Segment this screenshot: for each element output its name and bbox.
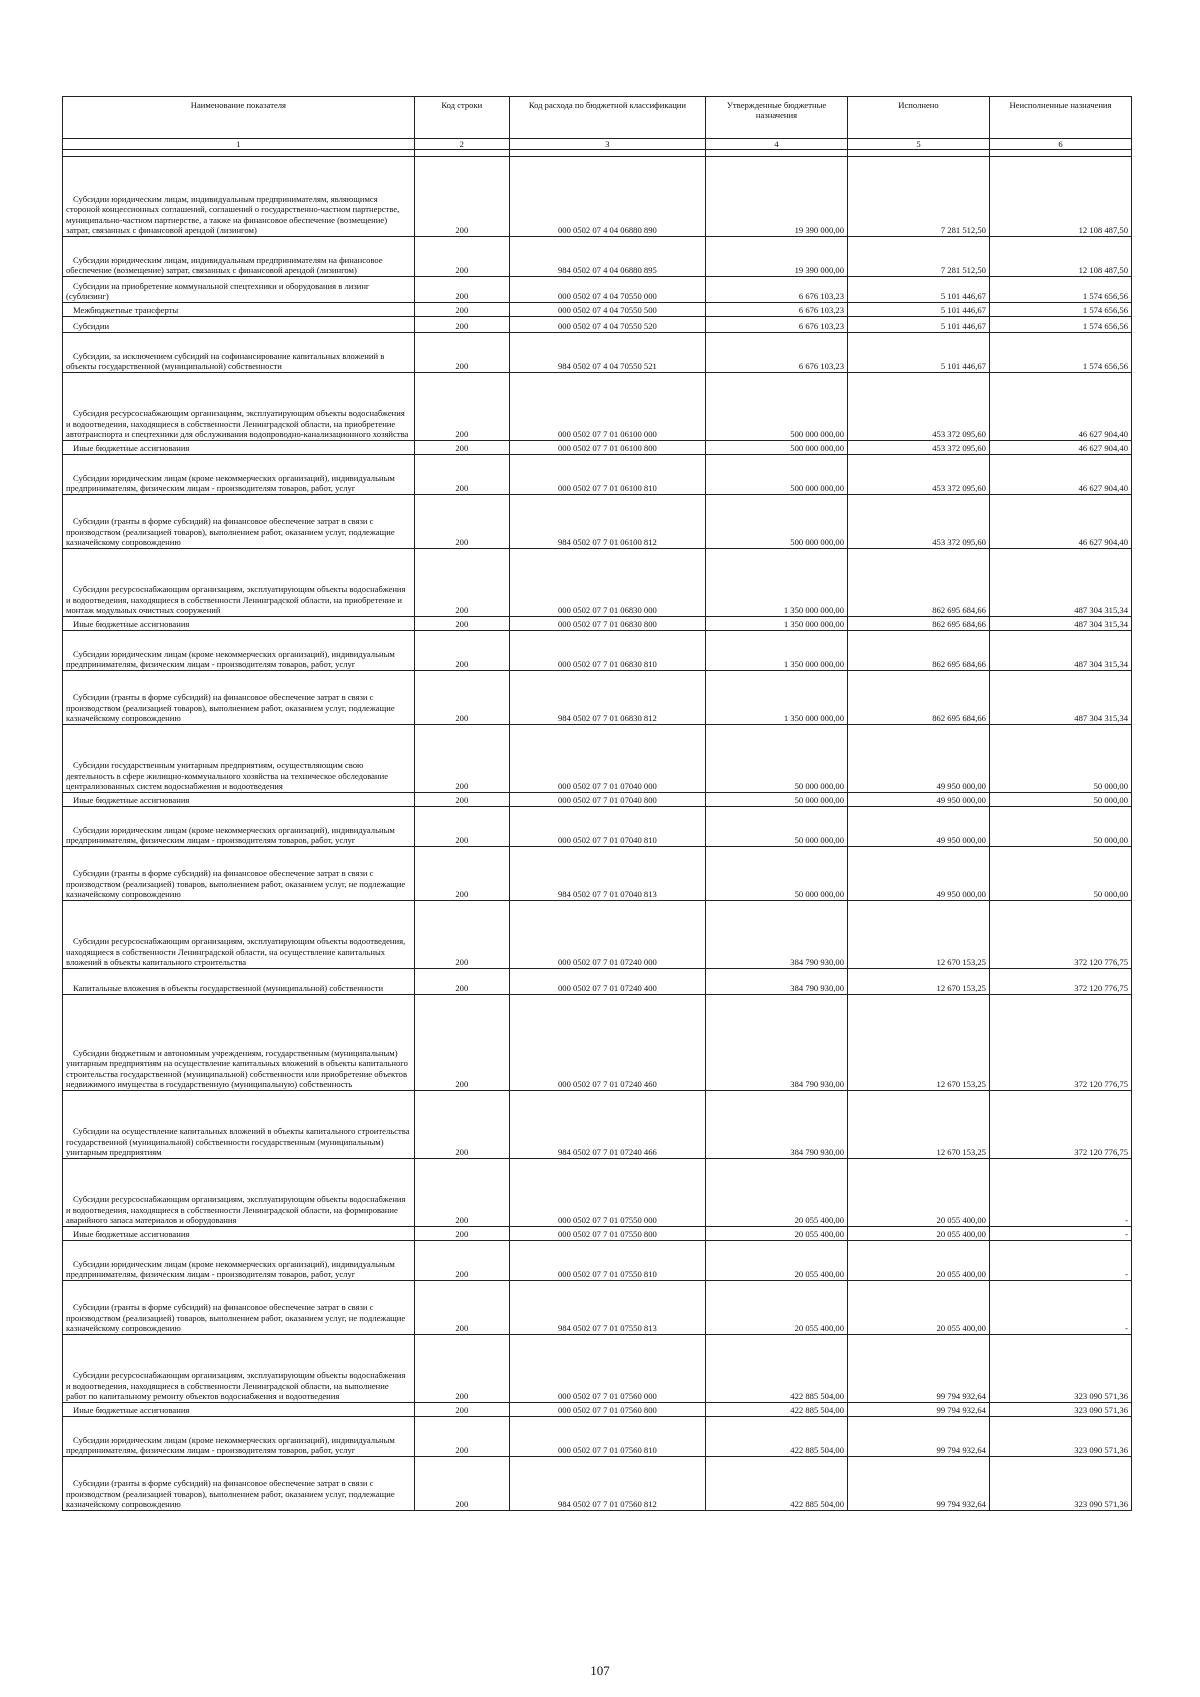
row-line-code-cell: 200 bbox=[414, 901, 509, 969]
row-unexecuted-cell: 46 627 904,40 bbox=[989, 373, 1131, 441]
row-line-code-cell: 200 bbox=[414, 373, 509, 441]
table-row bbox=[63, 671, 1132, 725]
table-row bbox=[63, 333, 1132, 373]
row-executed-cell: 49 950 000,00 bbox=[848, 847, 990, 901]
row-budget-code-cell: 984 0502 07 4 04 06880 895 bbox=[509, 237, 705, 277]
table-row bbox=[63, 237, 1132, 277]
row-approved-cell: 422 885 504,00 bbox=[706, 1417, 848, 1457]
row-budget-code-cell: 000 0502 07 7 01 07550 800 bbox=[509, 1227, 705, 1241]
row-approved-cell: 6 676 103,23 bbox=[706, 303, 848, 317]
table-body bbox=[63, 157, 1132, 1511]
row-unexecuted-cell: 46 627 904,40 bbox=[989, 495, 1131, 549]
row-budget-code-cell: 984 0502 07 4 04 70550 521 bbox=[509, 333, 705, 373]
row-line-code-cell: 200 bbox=[414, 847, 509, 901]
row-approved-cell: 422 885 504,00 bbox=[706, 1335, 848, 1403]
header-approved: Утвержденные бюджетные назначения bbox=[706, 97, 848, 139]
row-executed-cell: 99 794 932,64 bbox=[848, 1417, 990, 1457]
row-approved-cell: 500 000 000,00 bbox=[706, 455, 848, 495]
row-unexecuted-cell: 50 000,00 bbox=[989, 807, 1131, 847]
row-budget-code-cell: 000 0502 07 7 01 06100 000 bbox=[509, 373, 705, 441]
column-number: 1 bbox=[63, 139, 415, 150]
row-executed-cell: 99 794 932,64 bbox=[848, 1335, 990, 1403]
row-budget-code-cell: 000 0502 07 4 04 70550 520 bbox=[509, 317, 705, 333]
row-approved-cell: 19 390 000,00 bbox=[706, 237, 848, 277]
row-name-cell: Иные бюджетные ассигнования bbox=[63, 441, 415, 455]
table-row bbox=[63, 455, 1132, 495]
row-unexecuted-cell: 323 090 571,36 bbox=[989, 1457, 1131, 1511]
row-line-code-cell: 200 bbox=[414, 617, 509, 631]
row-unexecuted-cell: 50 000,00 bbox=[989, 793, 1131, 807]
row-executed-cell: 12 670 153,25 bbox=[848, 995, 990, 1091]
row-unexecuted-cell: 1 574 656,56 bbox=[989, 317, 1131, 333]
row-approved-cell: 1 350 000 000,00 bbox=[706, 671, 848, 725]
row-name-cell: Субсидии (гранты в форме субсидий) на финансовое обеспечение затрат в связи с производством (реализацией) товаров, выполнением работ, оказанием услуг, не подлежащие казначейскому сопровождению bbox=[63, 847, 415, 901]
row-unexecuted-cell: 323 090 571,36 bbox=[989, 1335, 1131, 1403]
row-budget-code-cell: 000 0502 07 4 04 06880 890 bbox=[509, 157, 705, 237]
table-row bbox=[63, 303, 1132, 317]
row-approved-cell: 1 350 000 000,00 bbox=[706, 617, 848, 631]
row-line-code-cell: 200 bbox=[414, 1417, 509, 1457]
row-name-cell: Субсидия ресурсоснабжающим организациям, эксплуатирующим объекты водоснабжения и водоотведения, находящиеся в собственности Ленинградской области, на приобретение автотранспорта и спецтехники для обслуживания водопроводно-канализационного хозяйства bbox=[63, 373, 415, 441]
row-line-code-cell: 200 bbox=[414, 1403, 509, 1417]
header-budget-code: Код расхода по бюджетной классификации bbox=[509, 97, 705, 139]
row-approved-cell: 422 885 504,00 bbox=[706, 1403, 848, 1417]
row-name-cell: Субсидии юридическим лицам, индивидуальным предпринимателям на финансовое обеспечение (возмещение) затрат, связанных с финансовой арендой (лизингом) bbox=[63, 237, 415, 277]
row-name-cell: Субсидии bbox=[63, 317, 415, 333]
row-budget-code-cell: 000 0502 07 7 01 06830 800 bbox=[509, 617, 705, 631]
row-approved-cell: 500 000 000,00 bbox=[706, 373, 848, 441]
row-unexecuted-cell: 487 304 315,34 bbox=[989, 671, 1131, 725]
table-row bbox=[63, 157, 1132, 237]
row-line-code-cell: 200 bbox=[414, 969, 509, 995]
row-budget-code-cell: 984 0502 07 7 01 06100 812 bbox=[509, 495, 705, 549]
header-row bbox=[63, 97, 1132, 139]
row-executed-cell: 7 281 512,50 bbox=[848, 157, 990, 237]
row-budget-code-cell: 984 0502 07 7 01 06830 812 bbox=[509, 671, 705, 725]
row-line-code-cell: 200 bbox=[414, 1457, 509, 1511]
row-unexecuted-cell: 46 627 904,40 bbox=[989, 441, 1131, 455]
budget-report-sheet bbox=[62, 96, 1132, 1511]
row-budget-code-cell: 000 0502 07 7 01 07040 000 bbox=[509, 725, 705, 793]
row-line-code-cell: 200 bbox=[414, 671, 509, 725]
row-approved-cell: 6 676 103,23 bbox=[706, 277, 848, 303]
column-number: 5 bbox=[848, 139, 990, 150]
row-budget-code-cell: 984 0502 07 7 01 07550 813 bbox=[509, 1281, 705, 1335]
row-budget-code-cell: 000 0502 07 7 01 07040 810 bbox=[509, 807, 705, 847]
row-budget-code-cell: 000 0502 07 7 01 06100 800 bbox=[509, 441, 705, 455]
row-line-code-cell: 200 bbox=[414, 549, 509, 617]
table-row bbox=[63, 807, 1132, 847]
row-approved-cell: 20 055 400,00 bbox=[706, 1227, 848, 1241]
row-unexecuted-cell: 50 000,00 bbox=[989, 847, 1131, 901]
row-budget-code-cell: 000 0502 07 7 01 06100 810 bbox=[509, 455, 705, 495]
table-row bbox=[63, 617, 1132, 631]
row-executed-cell: 453 372 095,60 bbox=[848, 495, 990, 549]
column-number: 2 bbox=[414, 139, 509, 150]
row-executed-cell: 5 101 446,67 bbox=[848, 317, 990, 333]
row-budget-code-cell: 000 0502 07 7 01 07560 810 bbox=[509, 1417, 705, 1457]
row-name-cell: Субсидии (гранты в форме субсидий) на финансовое обеспечение затрат в связи с производством (реализацией товаров), выполнением работ, оказанием услуг, подлежащие казначейскому сопровождению bbox=[63, 495, 415, 549]
row-approved-cell: 500 000 000,00 bbox=[706, 441, 848, 455]
row-name-cell: Субсидии (гранты в форме субсидий) на финансовое обеспечение затрат в связи с производством (реализацией товаров), выполнением работ, оказанием услуг, подлежащие казначейскому сопровождению bbox=[63, 671, 415, 725]
table-row bbox=[63, 1403, 1132, 1417]
table-row bbox=[63, 1335, 1132, 1403]
row-name-cell: Субсидии, за исключением субсидий на софинансирование капитальных вложений в объекты государственной (муниципальной) собственности bbox=[63, 333, 415, 373]
header-executed: Исполнено bbox=[848, 97, 990, 139]
table-row bbox=[63, 847, 1132, 901]
row-unexecuted-cell: 323 090 571,36 bbox=[989, 1417, 1131, 1457]
column-number: 3 bbox=[509, 139, 705, 150]
table-row bbox=[63, 793, 1132, 807]
row-approved-cell: 50 000 000,00 bbox=[706, 807, 848, 847]
row-budget-code-cell: 000 0502 07 4 04 70550 000 bbox=[509, 277, 705, 303]
row-name-cell: Иные бюджетные ассигнования bbox=[63, 793, 415, 807]
row-executed-cell: 99 794 932,64 bbox=[848, 1403, 990, 1417]
row-approved-cell: 50 000 000,00 bbox=[706, 793, 848, 807]
row-budget-code-cell: 000 0502 07 7 01 07560 000 bbox=[509, 1335, 705, 1403]
row-executed-cell: 12 670 153,25 bbox=[848, 969, 990, 995]
row-executed-cell: 99 794 932,64 bbox=[848, 1457, 990, 1511]
row-line-code-cell: 200 bbox=[414, 495, 509, 549]
row-approved-cell: 384 790 930,00 bbox=[706, 901, 848, 969]
row-executed-cell: 5 101 446,67 bbox=[848, 333, 990, 373]
row-name-cell: Субсидии государственным унитарным предприятиям, осуществляющим свою деятельность в сфере жилищно-коммунального хозяйства на техническое обследование централизованных систем водоснабжения и водоотведения bbox=[63, 725, 415, 793]
row-budget-code-cell: 000 0502 07 7 01 07040 800 bbox=[509, 793, 705, 807]
row-budget-code-cell: 000 0502 07 7 01 07550 810 bbox=[509, 1241, 705, 1281]
row-line-code-cell: 200 bbox=[414, 1091, 509, 1159]
table-row bbox=[63, 549, 1132, 617]
row-name-cell: Субсидии ресурсоснабжающим организациям, эксплуатирующим объекты водоснабжения и водоотведения, находящиеся в собственности Ленинградской области, на выполнение работ по капитальному ремонту объектов водоснабжения и водоотведения bbox=[63, 1335, 415, 1403]
table-row bbox=[63, 901, 1132, 969]
table-row bbox=[63, 1091, 1132, 1159]
row-executed-cell: 5 101 446,67 bbox=[848, 303, 990, 317]
row-budget-code-cell: 000 0502 07 7 01 07240 460 bbox=[509, 995, 705, 1091]
table-row bbox=[63, 1241, 1132, 1281]
row-executed-cell: 20 055 400,00 bbox=[848, 1281, 990, 1335]
row-executed-cell: 862 695 684,66 bbox=[848, 549, 990, 617]
row-approved-cell: 19 390 000,00 bbox=[706, 157, 848, 237]
table-row bbox=[63, 1417, 1132, 1457]
column-number: 4 bbox=[706, 139, 848, 150]
row-line-code-cell: 200 bbox=[414, 157, 509, 237]
row-line-code-cell: 200 bbox=[414, 631, 509, 671]
row-approved-cell: 20 055 400,00 bbox=[706, 1241, 848, 1281]
row-budget-code-cell: 984 0502 07 7 01 07040 813 bbox=[509, 847, 705, 901]
row-name-cell: Субсидии ресурсоснабжающим организациям, эксплуатирующим объекты водоснабжения и водоотведения, находящиеся в собственности Ленинградской области, на формирование аварийного запаса материалов и оборудования bbox=[63, 1159, 415, 1227]
page-number: 107 bbox=[590, 1663, 610, 1678]
row-line-code-cell: 200 bbox=[414, 441, 509, 455]
row-name-cell: Субсидии (гранты в форме субсидий) на финансовое обеспечение затрат в связи с производством (реализацией) товаров, выполнением работ, оказанием услуг, не подлежащие казначейскому сопровождению bbox=[63, 1281, 415, 1335]
row-executed-cell: 49 950 000,00 bbox=[848, 725, 990, 793]
row-unexecuted-cell: 1 574 656,56 bbox=[989, 333, 1131, 373]
row-name-cell: Субсидии юридическим лицам (кроме некоммерческих организаций), индивидуальным предпринимателям, физическим лицам - производителям товаров, работ, услуг bbox=[63, 807, 415, 847]
budget-execution-table bbox=[62, 96, 1132, 1511]
row-executed-cell: 12 670 153,25 bbox=[848, 901, 990, 969]
row-unexecuted-cell: 372 120 776,75 bbox=[989, 969, 1131, 995]
table-row bbox=[63, 1159, 1132, 1227]
row-line-code-cell: 200 bbox=[414, 1335, 509, 1403]
row-executed-cell: 5 101 446,67 bbox=[848, 277, 990, 303]
row-unexecuted-cell: 372 120 776,75 bbox=[989, 1091, 1131, 1159]
row-name-cell: Субсидии юридическим лицам (кроме некоммерческих организаций), индивидуальным предпринимателям, физическим лицам - производителям товаров, работ, услуг bbox=[63, 1417, 415, 1457]
row-budget-code-cell: 000 0502 07 7 01 06830 810 bbox=[509, 631, 705, 671]
row-unexecuted-cell: 487 304 315,34 bbox=[989, 631, 1131, 671]
row-executed-cell: 49 950 000,00 bbox=[848, 807, 990, 847]
header-unexecuted: Неисполненные назначения bbox=[989, 97, 1131, 139]
row-line-code-cell: 200 bbox=[414, 793, 509, 807]
row-unexecuted-cell: 487 304 315,34 bbox=[989, 549, 1131, 617]
row-executed-cell: 453 372 095,60 bbox=[848, 455, 990, 495]
row-line-code-cell: 200 bbox=[414, 1241, 509, 1281]
table-row bbox=[63, 441, 1132, 455]
row-name-cell: Субсидии ресурсоснабжающим организациям, эксплуатирующим объекты водоснабжения и водоотведения, находящиеся в собственности Ленинградской области, на приобретение и монтаж модульных очистных сооружений bbox=[63, 549, 415, 617]
row-executed-cell: 7 281 512,50 bbox=[848, 237, 990, 277]
row-unexecuted-cell: 46 627 904,40 bbox=[989, 455, 1131, 495]
row-unexecuted-cell: 50 000,00 bbox=[989, 725, 1131, 793]
table-row bbox=[63, 969, 1132, 995]
row-approved-cell: 50 000 000,00 bbox=[706, 725, 848, 793]
row-name-cell: Межбюджетные трансферты bbox=[63, 303, 415, 317]
table-row bbox=[63, 725, 1132, 793]
row-executed-cell: 20 055 400,00 bbox=[848, 1227, 990, 1241]
row-budget-code-cell: 984 0502 07 7 01 07240 466 bbox=[509, 1091, 705, 1159]
row-executed-cell: 12 670 153,25 bbox=[848, 1091, 990, 1159]
row-unexecuted-cell: - bbox=[989, 1159, 1131, 1227]
row-unexecuted-cell: 1 574 656,56 bbox=[989, 277, 1131, 303]
row-line-code-cell: 200 bbox=[414, 455, 509, 495]
row-approved-cell: 50 000 000,00 bbox=[706, 847, 848, 901]
row-budget-code-cell: 000 0502 07 7 01 07240 400 bbox=[509, 969, 705, 995]
row-name-cell: Субсидии (гранты в форме субсидий) на финансовое обеспечение затрат в связи с производством (реализацией товаров), выполнением работ, оказанием услуг, подлежащие казначейскому сопровождению bbox=[63, 1457, 415, 1511]
row-line-code-cell: 200 bbox=[414, 1227, 509, 1241]
table-row bbox=[63, 317, 1132, 333]
row-executed-cell: 862 695 684,66 bbox=[848, 671, 990, 725]
row-unexecuted-cell: 372 120 776,75 bbox=[989, 995, 1131, 1091]
row-approved-cell: 384 790 930,00 bbox=[706, 995, 848, 1091]
row-line-code-cell: 200 bbox=[414, 1281, 509, 1335]
row-approved-cell: 20 055 400,00 bbox=[706, 1281, 848, 1335]
row-line-code-cell: 200 bbox=[414, 317, 509, 333]
table-row bbox=[63, 373, 1132, 441]
table-row bbox=[63, 277, 1132, 303]
row-name-cell: Субсидии юридическим лицам (кроме некоммерческих организаций), индивидуальным предпринимателям, физическим лицам - производителям товаров, работ, услуг bbox=[63, 1241, 415, 1281]
row-unexecuted-cell: 323 090 571,36 bbox=[989, 1403, 1131, 1417]
row-unexecuted-cell: - bbox=[989, 1281, 1131, 1335]
row-name-cell: Субсидии на осуществление капитальных вложений в объекты капитального строительства государственной (муниципальной) собственности государственным (муниципальным) унитарным предприятиям bbox=[63, 1091, 415, 1159]
row-approved-cell: 500 000 000,00 bbox=[706, 495, 848, 549]
row-executed-cell: 20 055 400,00 bbox=[848, 1241, 990, 1281]
row-executed-cell: 49 950 000,00 bbox=[848, 793, 990, 807]
table-row bbox=[63, 631, 1132, 671]
table-row bbox=[63, 1457, 1132, 1511]
row-line-code-cell: 200 bbox=[414, 277, 509, 303]
row-executed-cell: 20 055 400,00 bbox=[848, 1159, 990, 1227]
row-budget-code-cell: 000 0502 07 7 01 07560 800 bbox=[509, 1403, 705, 1417]
table-row bbox=[63, 1227, 1132, 1241]
row-line-code-cell: 200 bbox=[414, 725, 509, 793]
row-line-code-cell: 200 bbox=[414, 995, 509, 1091]
column-number: 6 bbox=[989, 139, 1131, 150]
row-budget-code-cell: 000 0502 07 7 01 06830 000 bbox=[509, 549, 705, 617]
row-name-cell: Субсидии юридическим лицам (кроме некоммерческих организаций), индивидуальным предпринимателям, физическим лицам - производителям товаров, работ, услуг bbox=[63, 631, 415, 671]
row-name-cell: Субсидии бюджетным и автономным учреждениям, государственным (муниципальным) унитарным предприятиям на осуществление капитальных вложений в объекты капитального строительства государственной (муниципальной) собственности или приобретение объектов недвижимого имущества в государственную (муниципальную) собственность bbox=[63, 995, 415, 1091]
row-executed-cell: 862 695 684,66 bbox=[848, 617, 990, 631]
row-name-cell: Субсидии на приобретение коммунальной спецтехники и оборудования в лизинг (сублизинг) bbox=[63, 277, 415, 303]
row-line-code-cell: 200 bbox=[414, 807, 509, 847]
row-line-code-cell: 200 bbox=[414, 303, 509, 317]
row-line-code-cell: 200 bbox=[414, 1159, 509, 1227]
row-approved-cell: 6 676 103,23 bbox=[706, 333, 848, 373]
row-executed-cell: 453 372 095,60 bbox=[848, 373, 990, 441]
row-budget-code-cell: 000 0502 07 4 04 70550 500 bbox=[509, 303, 705, 317]
row-name-cell: Капитальные вложения в объекты государственной (муниципальной) собственности bbox=[63, 969, 415, 995]
row-line-code-cell: 200 bbox=[414, 237, 509, 277]
row-approved-cell: 384 790 930,00 bbox=[706, 1091, 848, 1159]
table-row bbox=[63, 1281, 1132, 1335]
row-approved-cell: 422 885 504,00 bbox=[706, 1457, 848, 1511]
row-approved-cell: 1 350 000 000,00 bbox=[706, 549, 848, 617]
row-name-cell: Субсидии юридическим лицам (кроме некоммерческих организаций), индивидуальным предпринимателям, физическим лицам - производителям товаров, работ, услуг bbox=[63, 455, 415, 495]
row-name-cell: Иные бюджетные ассигнования bbox=[63, 617, 415, 631]
row-approved-cell: 384 790 930,00 bbox=[706, 969, 848, 995]
row-executed-cell: 453 372 095,60 bbox=[848, 441, 990, 455]
row-name-cell: Иные бюджетные ассигнования bbox=[63, 1403, 415, 1417]
row-unexecuted-cell: 12 108 487,50 bbox=[989, 157, 1131, 237]
row-budget-code-cell: 984 0502 07 7 01 07560 812 bbox=[509, 1457, 705, 1511]
table-row bbox=[63, 995, 1132, 1091]
row-budget-code-cell: 000 0502 07 7 01 07240 000 bbox=[509, 901, 705, 969]
row-line-code-cell: 200 bbox=[414, 333, 509, 373]
row-approved-cell: 1 350 000 000,00 bbox=[706, 631, 848, 671]
row-unexecuted-cell: 487 304 315,34 bbox=[989, 617, 1131, 631]
header-line-code: Код строки bbox=[414, 97, 509, 139]
row-budget-code-cell: 000 0502 07 7 01 07550 000 bbox=[509, 1159, 705, 1227]
row-unexecuted-cell: 1 574 656,56 bbox=[989, 303, 1131, 317]
column-number-row bbox=[63, 139, 1132, 150]
row-approved-cell: 6 676 103,23 bbox=[706, 317, 848, 333]
row-unexecuted-cell: - bbox=[989, 1241, 1131, 1281]
row-unexecuted-cell: 372 120 776,75 bbox=[989, 901, 1131, 969]
row-executed-cell: 862 695 684,66 bbox=[848, 631, 990, 671]
header-spacer-row bbox=[63, 150, 1132, 157]
row-name-cell: Иные бюджетные ассигнования bbox=[63, 1227, 415, 1241]
row-name-cell: Субсидии юридическим лицам, индивидуальным предпринимателям, являющимся стороной концессионных соглашений, соглашений о государственно-частном партнерстве, муниципально-частном партнерстве, а также на финансовое обеспечение (возмещение) затрат, связанных с финансовой арендой (лизингом) bbox=[63, 157, 415, 237]
row-unexecuted-cell: 12 108 487,50 bbox=[989, 237, 1131, 277]
row-approved-cell: 20 055 400,00 bbox=[706, 1159, 848, 1227]
row-unexecuted-cell: - bbox=[989, 1227, 1131, 1241]
table-row bbox=[63, 495, 1132, 549]
row-name-cell: Субсидии ресурсоснабжающим организациям, эксплуатирующим объекты водоотведения, находящиеся в собственности Ленинградской области, на осуществление капитальных вложений в объекты капитального строительства bbox=[63, 901, 415, 969]
header-indicator-name: Наименование показателя bbox=[63, 97, 415, 139]
